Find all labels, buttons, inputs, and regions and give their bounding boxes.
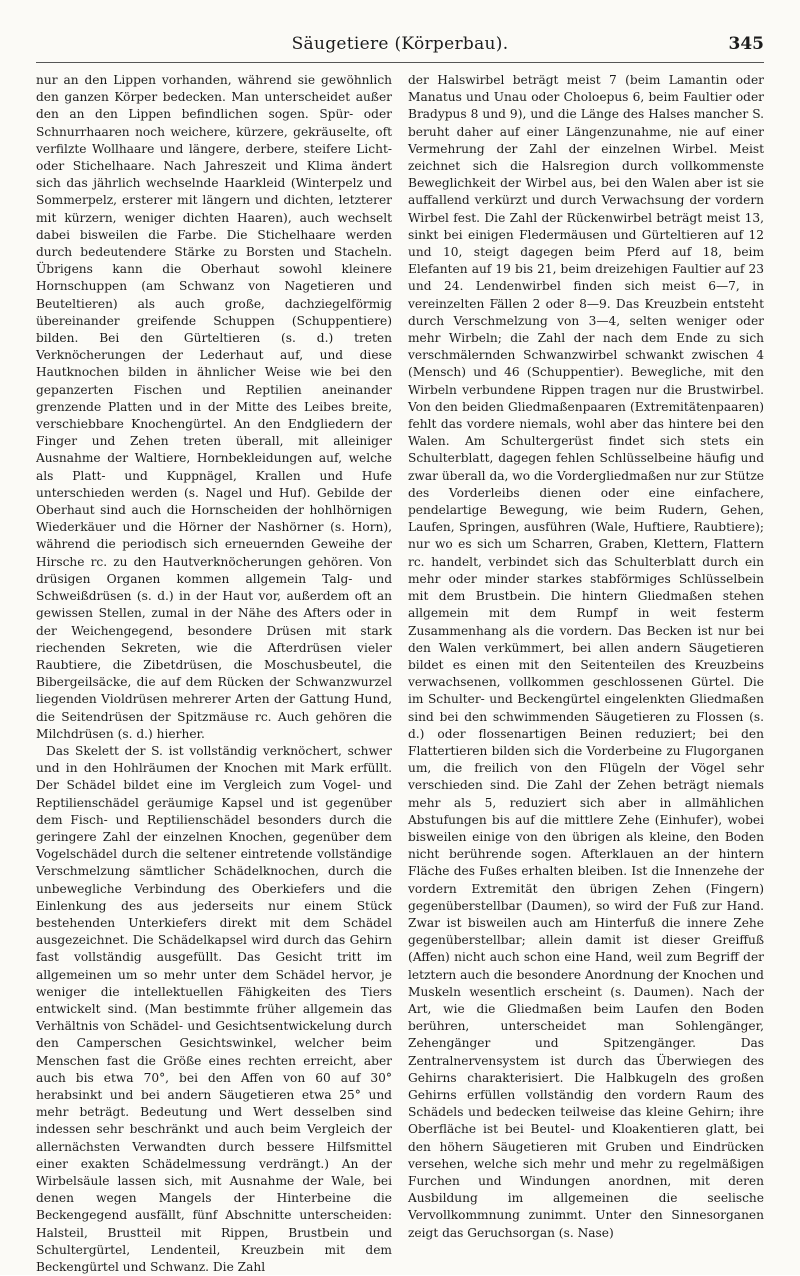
text-columns — [36, 72, 764, 1275]
paragraph: nur an den Lippen vorhanden, während sie gewöhnlich den ganzen Körper bedecken. Man unterscheidet außer den an den Lippen befindlichen sogen. Spür- oder Schnurrhaaren noch weichere, kürzere, gekräuselte, oft verfilzte Wollhaare und längere, derbere, steifere Licht- oder Stichelhaare. Nach Jahreszeit und Klima ändert sich das jährlich wechselnde Haarkleid (Winterpelz und Sommerpelz, ersterer mit längern und dichten, letzterer mit kürzern, weniger dichten Haaren), auch wechselt dabei bisweilen die Farbe. Die Stichelhaare werden durch bedeutendere Stärke zu Borsten und Stacheln. Übrigens kann die Oberhaut sowohl kleinere Hornschuppen (am Schwanz von Nagetieren und Beuteltieren) als auch große, dachziegelförmig übereinander greifende Schuppen (Schuppentiere) bilden. Bei den Gürteltieren (s. d.) treten Verknöcherungen der Lederhaut auf, und diese Hautknochen bilden in ähnlicher Weise wie bei den gepanzerten Fischen und Reptilien aneinander grenzende Platten und in der Mitte des Leibes breite, verschiebbare Knochengürtel. An den Endgliedern der Finger und Zehen treten überall, mit alleiniger Ausnahme der Waltiere, Hornbekleidungen auf, welche als Platt- und Kuppnägel, Krallen und Hufe unterschieden werden (s. Nagel und Huf). Gebilde der Oberhaut sind auch die Hornscheiden der hohlhörnigen Wiederkäuer und die Hörner der Nashörner (s. Horn), während die periodisch sich erneuernden Geweihe der Hirsche rc. zu den Hautverknöcherungen gehören. Von drüsigen Organen kommen allgemein Talg- und Schweißdrüsen (s. d.) in der Haut vor, außerdem oft an gewissen Stellen, zumal in der Nähe des Afters oder in der Weichengegend, besondere Drüsen mit stark riechenden Sekreten, wie die Afterdrüsen vieler Raubtiere, die Zibetdrüsen, die Moschusbeutel, die Bibergeilsäcke, die auf dem Rücken der Schwanzwurzel liegenden Violdrüsen mehrerer Arten der Gattung Hund, die Seitendrüsen der Spitzmäuse rc. Auch gehören die Milchdrüsen (s. d.) hierher. — [36, 73, 392, 741]
paragraph: der Halswirbel beträgt meist 7 (beim Lamantin oder Manatus und Unau oder Choloepus 6, beim Faultier oder Bradypus 8 und 9), und die Länge des Halses mancher S. beruht daher auf einer Längenzunahme, nie auf einer Vermehrung der Zahl der einzelnen Wirbel. Meist zeichnet sich die Halsregion durch vollkommenste Beweglichkeit der Wirbel aus, bei den Walen aber ist sie auffallend verkürzt und durch Verwachsung der vordern Wirbel fest. Die Zahl der Rückenwirbel beträgt meist 13, sinkt bei einigen Fledermäusen und Gürteltieren auf 12 und 10, steigt dagegen beim Pferd auf 18, beim Elefanten auf 19 bis 21, beim dreizehigen Faultier auf 23 und 24. Lendenwirbel finden sich meist 6—7, in vereinzelten Fällen 2 oder 8—9. Das Kreuzbein entsteht durch Verschmelzung von 3—4, selten weniger oder mehr Wirbeln; die Zahl der nach dem Ende zu sich verschmälernden Schwanzwirbel schwankt zwischen 4 (Mensch) und 46 (Schuppentier). Bewegliche, mit den Wirbeln verbundene Rippen tragen nur die Brustwirbel. Von den beiden Gliedmaßenpaaren (Extremitätenpaaren) fehlt das vordere niemals, wohl aber das hintere bei den Walen. Am Schultergerüst findet sich stets ein Schulterblatt, dagegen fehlen Schlüsselbeine häufig und zwar überall da, wo die Vordergliedmaßen nur zur Stütze des Vorderleibs dienen oder eine einfachere, pendelartige Bewegung, wie beim Rudern, Gehen, Laufen, Springen, ausführen (Wale, Huftiere, Raubtiere); nur wo es sich um Scharren, Graben, Klettern, Flattern rc. handelt, verbindet sich das Schulterblatt durch ein mehr oder minder starkes stabförmiges Schlüsselbein mit dem Brustbein. Die hintern Gliedmaßen stehen allgemein mit dem Rumpf in weit festerm Zusammenhang als die vordern. Das Becken ist nur bei den Walen verkümmert, bei allen andern Säugetieren bildet es einen mit den Seitenteilen des Kreuzbeins verwachsenen, vollkommen geschlossenen Gürtel. Die im Schulter- und Beckengürtel eingelenkten Gliedmaßen sind bei den schwimmenden Säugetieren zu Flossen (s. d.) oder flossenartigen Beinen reduziert; bei den Flattertieren bilden sich die Vorderbeine zu Flugorganen um, die freilich von den Flügeln der Vögel sehr verschieden sind. Die Zahl der Zehen beträgt niemals mehr als 5, reduziert sich aber in allmählichen Abstufungen bis auf die mittlere Zehe (Einhufer), wobei bisweilen einige von den übrigen als kleine, den Boden nicht berührende sogen. Afterklauen an der hintern Fläche des Fußes erhalten bleiben. Ist die Innenzehe der vordern Extremität den übrigen Zehen (Fingern) gegenüberstellbar (Daumen), so wird der Fuß zur Hand. Zwar ist bisweilen auch am Hinterfuß die innere Zehe gegenüberstellbar; allein damit ist dieser Greiffuß (Affen) nicht auch schon eine Hand, weil zum Begriff der letztern auch die besondere Anordnung der Knochen und Muskeln wesentlich erscheint (s. Daumen). Nach der Art, wie die Gliedmaßen beim Laufen den Boden berühren, unterscheidet man Sohlengänger, Zehengänger und Spitzengänger. Das Zentralnervensystem ist durch das Überwiegen des Gehirns charakterisiert. Die Halbkugeln des großen Gehirns erfüllen vollständig den vordern Raum des Schädels und bedecken teilweise das kleine Gehirn; ihre Oberfläche ist bei Beutel- und Kloakentieren glatt, bei den höhern Säugetieren mit Gruben und Eindrücken versehen, welche sich mehr und mehr zu regelmäßigen Furchen und Windungen anordnen, mit deren Ausbildung im allgemeinen die seelische Vervollkommnung zunimmt. Unter den Sinnesorganen zeigt das Geruchsorgan (s. Nase) — [408, 73, 764, 1240]
right-column — [408, 72, 764, 1252]
header-rule — [36, 62, 764, 63]
left-column — [36, 72, 392, 1275]
running-title: Säugetiere (Körperbau). — [291, 34, 509, 54]
page-header — [36, 30, 764, 60]
paragraph: Das Skelett der S. ist vollständig verknöchert, schwer und in den Hohlräumen der Knochen mit Mark erfüllt. Der Schädel bildet eine im Vergleich zum Vogel- und Reptilienschädel geräumige Kapsel und ist gegenüber dem Fisch- und Reptilienschädel besonders durch die geringere Zahl der einzelnen Knochen, gegenüber dem Vogelschädel durch die seltener eintretende vollständige Verschmelzung sämtlicher Schädelknochen, durch die unbewegliche Verbindung des Oberkiefers und die Einlenkung des aus jederseits nur einem Stück bestehenden Unterkiefers direkt mit dem Schädel ausgezeichnet. Die Schädelkapsel wird durch das Gehirn fast vollständig ausgefüllt. Das Gesicht tritt im allgemeinen um so mehr unter dem Schädel hervor, je weniger die intellektuellen Fähigkeiten des Tiers entwickelt sind. (Man bestimmte früher allgemein das Verhältnis von Schädel- und Gesichtsentwickelung durch den Camperschen Gesichtswinkel, welcher beim Menschen fast die Größe eines rechten erreicht, aber auch bis etwa 70°, bei den Affen von 60 auf 30° herabsinkt und bei andern Säugetieren etwa 25° und mehr beträgt. Bedeutung und Wert desselben sind indessen sehr beschränkt und auch beim Vergleich der allernächsten Verwandten durch bessere Hilfsmittel einer exakten Schädelmessung verdrängt.) An der Wirbelsäule lassen sich, mit Ausnahme der Wale, bei denen wegen Mangels der Hinterbeine die Beckengegend ausfällt, fünf Abschnitte unterscheiden: Halsteil, Brustteil mit Rippen, Brustbein und Schultergürtel, Lendenteil, Kreuzbein mit dem Beckengürtel und Schwanz. Die Zahl — [36, 743, 392, 1275]
page-number: 345 — [728, 34, 764, 54]
